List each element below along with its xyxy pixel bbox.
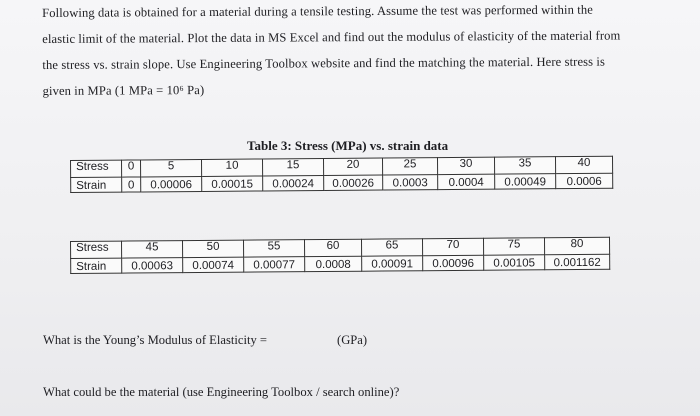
strain-cell: 0.00015 bbox=[202, 176, 263, 191]
problem-statement bbox=[42, 0, 673, 104]
stress-cell: 15 bbox=[262, 159, 323, 176]
stress-cell: 0 bbox=[122, 160, 141, 177]
stress-cell: 10 bbox=[201, 159, 262, 176]
stress-cell: 75 bbox=[483, 238, 544, 255]
strain-label: Strain bbox=[71, 258, 122, 273]
strain-cell: 0.001162 bbox=[545, 254, 610, 270]
strain-cell: 0.00049 bbox=[495, 174, 556, 189]
material-question: What could be the material (use Engineering Toolbox / search online)? bbox=[43, 385, 400, 399]
strain-cell: 0.00105 bbox=[484, 255, 545, 270]
strain-row bbox=[71, 254, 610, 273]
strain-cell: 0.0006 bbox=[556, 173, 613, 188]
stress-cell: 50 bbox=[183, 240, 244, 257]
stress-strain-table-1 bbox=[70, 156, 613, 193]
stress-cell: 80 bbox=[544, 237, 609, 255]
stress-cell: 70 bbox=[422, 238, 483, 255]
stress-cell: 5 bbox=[141, 159, 202, 176]
stress-cell: 60 bbox=[304, 239, 361, 256]
strain-row bbox=[71, 173, 613, 192]
stress-strain-table-2 bbox=[70, 237, 610, 274]
stress-cell: 40 bbox=[555, 156, 612, 173]
stress-cell: 65 bbox=[361, 239, 422, 256]
strain-cell: 0.00026 bbox=[324, 175, 383, 190]
table-title: Table 3: Stress (MPa) vs. strain data bbox=[247, 138, 449, 153]
strain-cell: 0.00024 bbox=[263, 176, 324, 191]
stress-cell: 55 bbox=[243, 240, 304, 257]
stress-cell: 45 bbox=[122, 241, 183, 258]
stress-cell: 20 bbox=[323, 158, 382, 175]
youngs-modulus-question: What is the Young’s Modulus of Elasticity = bbox=[43, 333, 267, 347]
youngs-modulus-unit: (GPa) bbox=[337, 333, 368, 347]
strain-cell: 0.00096 bbox=[423, 255, 484, 270]
strain-cell: 0.0008 bbox=[305, 256, 362, 271]
strain-cell: 0 bbox=[122, 177, 141, 192]
strain-cell: 0.00091 bbox=[362, 256, 423, 271]
strain-cell: 0.0004 bbox=[438, 174, 495, 189]
stress-cell: 30 bbox=[437, 157, 494, 174]
intro-line-2: elastic limit of the material. Plot the data in MS Excel and find out the modulus of elasticity of the material from bbox=[42, 28, 621, 46]
intro-line-4: given in MPa (1 MPa = 10⁶ Pa) bbox=[42, 83, 205, 98]
strain-cell: 0.0003 bbox=[383, 175, 438, 190]
intro-line-1: Following data is obtained for a material during a tensile testing. Assume the test was performed within the bbox=[42, 2, 593, 20]
intro-line-3: the stress vs. strain slope. Use Engineering Toolbox website and find the matching the material. Here stress is bbox=[42, 54, 606, 72]
stress-cell: 25 bbox=[382, 158, 437, 175]
strain-cell: 0.00063 bbox=[122, 258, 183, 273]
strain-cell: 0.00077 bbox=[244, 257, 305, 272]
strain-label: Strain bbox=[71, 177, 122, 192]
strain-cell: 0.00006 bbox=[141, 176, 202, 191]
stress-cell: 35 bbox=[494, 157, 555, 174]
strain-cell: 0.00074 bbox=[183, 257, 244, 272]
stress-label: Stress bbox=[71, 241, 122, 258]
stress-label: Stress bbox=[71, 160, 122, 177]
